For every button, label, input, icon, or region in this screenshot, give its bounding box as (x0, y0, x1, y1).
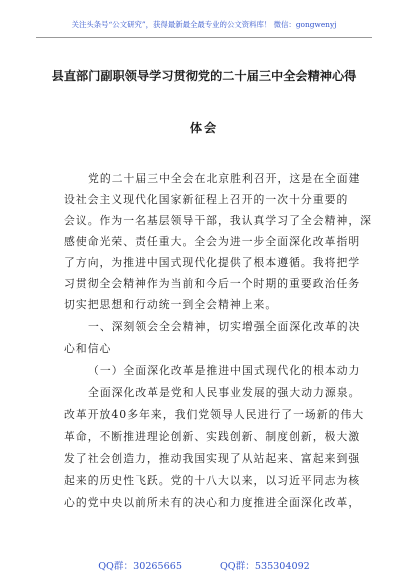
body-line: 起来的历史性飞跃。党的十八大以来，以习近平同志为核 (64, 474, 361, 487)
body-line: 设社会主义现代化国家新征程上召开的一次十分重要的 (64, 193, 349, 206)
subsection-heading: （一）全面深化改革是推进中国式现代化的根本动力 (88, 364, 361, 377)
body-line: 感使命光荣、责任重大。全会为进一步全面深化改革指明 (64, 235, 361, 248)
title-line-2: 体会 (189, 121, 219, 135)
body-line: 党的二十届三中全会在北京胜利召开，这是在全面建 (88, 172, 361, 185)
body-line: 了方向，为推进中国式现代化提供了根本遵循。我将把学 (64, 256, 361, 269)
body-line: 发了社会创造力，推动我国实现了从站起来、富起来到强 (64, 452, 361, 465)
body-line: 改革开放40多年来，我们党领导人民进行了一场新的伟大 (64, 408, 365, 421)
section-heading-line: 心和信心 (64, 342, 112, 355)
title-line-1: 县直部门副职领导学习贯彻党的二十届三中全会精神心得 (51, 69, 357, 83)
body-line: 全面深化改革是党和人民事业发展的强大动力源泉。 (88, 386, 361, 399)
body-line: 切实把思想和行动统一到全会精神上来。 (64, 298, 278, 311)
body-line: 习贯彻全会精神作为当前和今后一个时期的重要政治任务 (64, 277, 361, 290)
body-line: 革命，不断推进理论创新、实践创新、制度创新，极大激 (64, 430, 361, 443)
footer-qq-group-2: QQ群：535304092 (219, 561, 310, 572)
body-line: 会议。作为一名基层领导干部，我认真学习了全会精神，深 (64, 214, 373, 227)
header-banner: 关注头条号“公文研究”，获得最新最全最专业的公文资料库！ 微信：gongwenyj (71, 20, 337, 29)
header-divider (36, 37, 372, 38)
section-heading-line: 一、深刻领会全会精神，切实增强全面深化改革的决 (88, 320, 361, 333)
body-line: 心的党中央以前所未有的决心和力度推进全面深化改革， (64, 496, 361, 509)
footer-qq-group-1: QQ群：30265665 (98, 561, 182, 572)
footer-contact (0, 558, 408, 572)
